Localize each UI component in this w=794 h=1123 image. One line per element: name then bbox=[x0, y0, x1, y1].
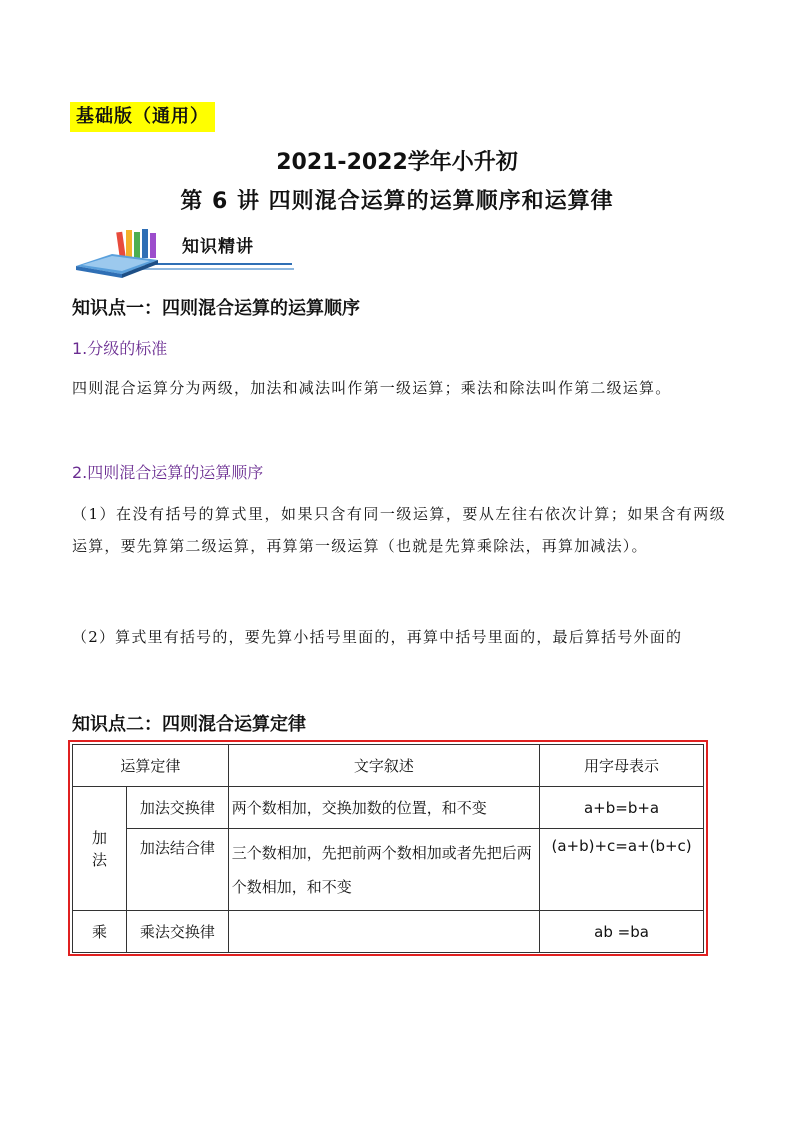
operation-laws-table bbox=[72, 744, 704, 953]
page-title-year: 2021-2022学年小升初 bbox=[276, 150, 518, 175]
law-name: 加法结合律 bbox=[126, 829, 228, 911]
section1-sub2 bbox=[72, 460, 263, 483]
table-row bbox=[73, 787, 704, 829]
section1-paragraph1: 四则混合运算分为两级，加法和减法叫作第一级运算；乘法和除法叫作第二级运算。 bbox=[72, 379, 672, 397]
law-description: 三个数相加，先把前两个数相加或者先把后两个数相加，和不变 bbox=[228, 829, 539, 911]
law-name: 乘法交换律 bbox=[126, 911, 228, 953]
table-row bbox=[73, 829, 704, 911]
group-multiplication: 乘 bbox=[73, 911, 127, 953]
sub2-text: 四则混合运算的运算顺序 bbox=[87, 463, 264, 482]
section1-sub1 bbox=[72, 336, 167, 359]
table-header-row bbox=[73, 745, 704, 787]
law-formula: a+b=b+a bbox=[540, 787, 704, 829]
header-law: 运算定律 bbox=[73, 745, 229, 787]
table-row bbox=[73, 911, 704, 953]
law-formula: ab =ba bbox=[540, 911, 704, 953]
section1-paragraph3: （2）算式里有括号的，要先算小括号里面的，再算中括号里面的，最后算括号外面的 bbox=[72, 628, 683, 646]
section1-paragraph2: （1）在没有括号的算式里，如果只含有同一级运算，要从左往右依次计算；如果含有两级运算，要先算第二级运算，再算第一级运算（也就是先算乘除法，再算加减法）。 bbox=[72, 505, 726, 555]
section2-heading: 知识点二：四则混合运算定律 bbox=[72, 714, 306, 735]
group-addition bbox=[73, 787, 127, 911]
edition-badge: 基础版（通用） bbox=[70, 102, 215, 132]
sub1-text: 分级的标准 bbox=[87, 339, 168, 358]
sub1-number: 1. bbox=[72, 339, 88, 358]
law-description bbox=[228, 911, 539, 953]
header-description: 文字叙述 bbox=[228, 745, 539, 787]
header-formula: 用字母表示 bbox=[540, 745, 704, 787]
section1-heading: 知识点一：四则混合运算的运算顺序 bbox=[72, 298, 360, 319]
page-title-lecture: 第 6 讲 四则混合运算的运算顺序和运算律 bbox=[180, 189, 614, 214]
sub2-number: 2. bbox=[72, 463, 88, 482]
law-name: 加法交换律 bbox=[126, 787, 228, 829]
section-banner-label: 知识精讲 bbox=[182, 237, 254, 257]
group-addition-label: 加法 bbox=[91, 828, 107, 869]
law-description: 两个数相加，交换加数的位置，和不变 bbox=[228, 787, 539, 829]
law-formula: (a+b)+c=a+(b+c) bbox=[540, 829, 704, 911]
